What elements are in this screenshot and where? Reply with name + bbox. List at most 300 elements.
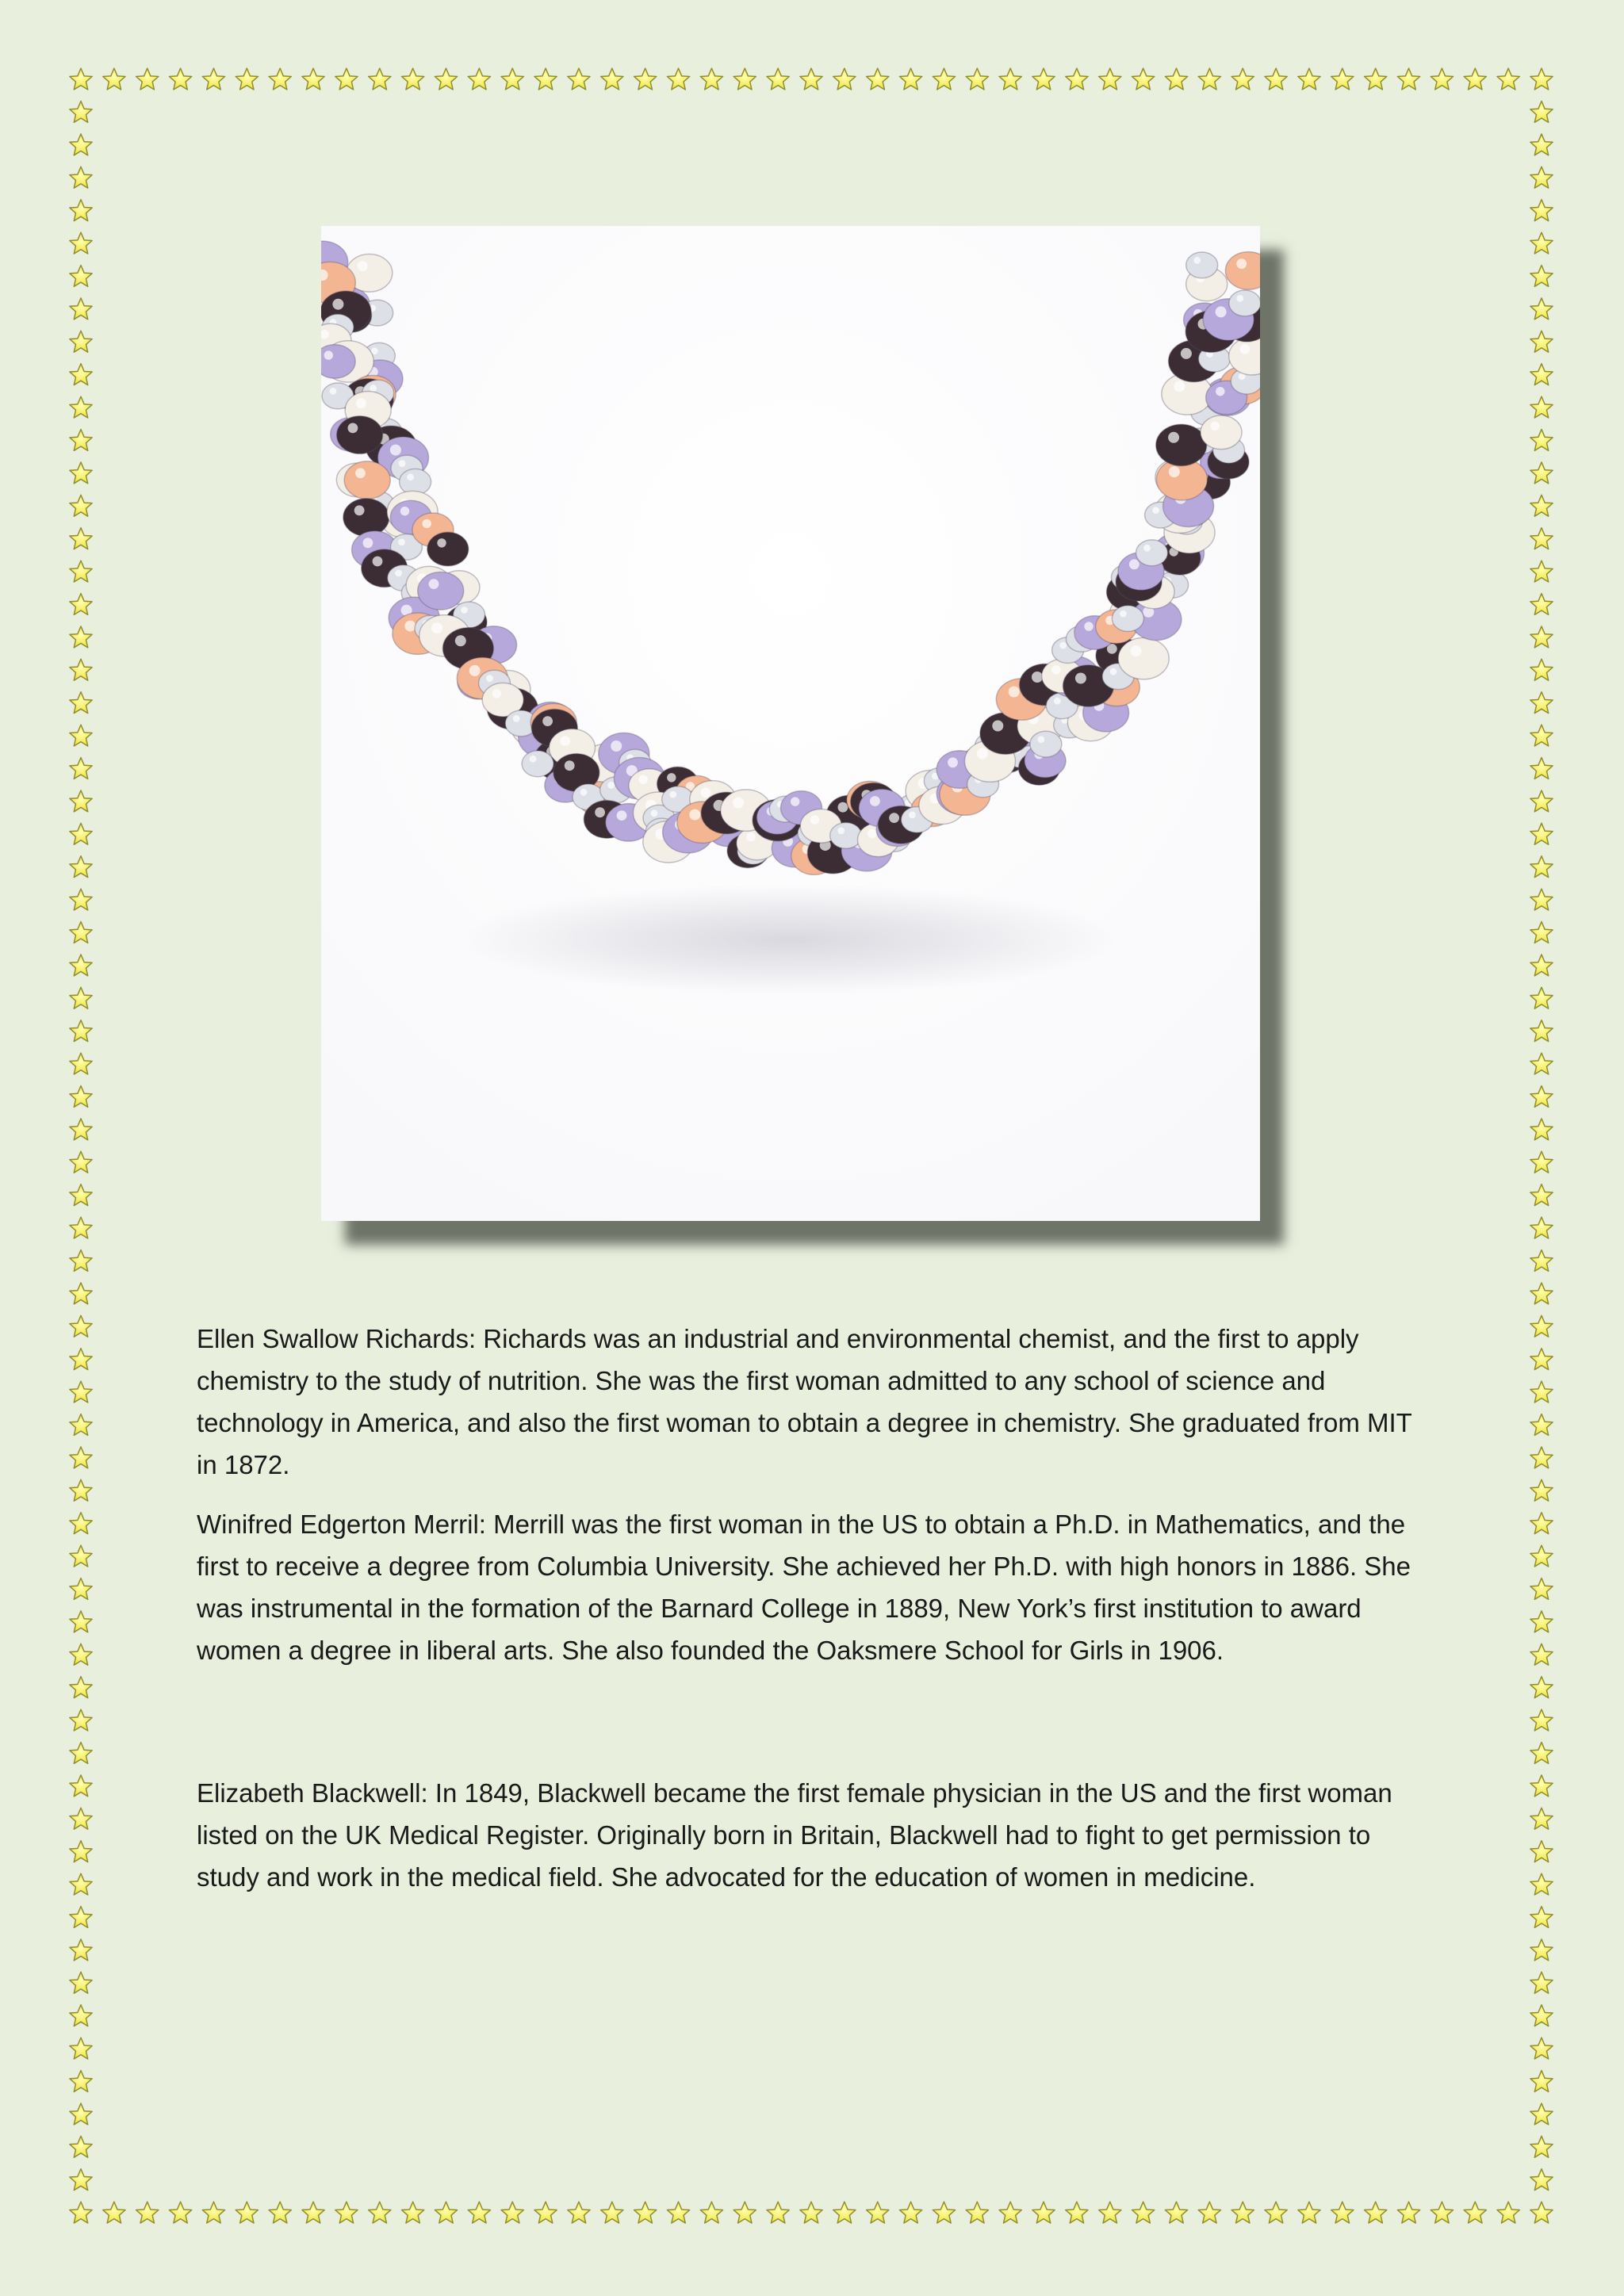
bead-highlight xyxy=(1168,432,1179,443)
bead-highlight xyxy=(370,385,377,392)
star-icon xyxy=(269,68,291,90)
bead-highlight xyxy=(595,807,605,817)
bead xyxy=(1118,637,1169,679)
bead-highlight xyxy=(1038,736,1045,743)
bead-highlight xyxy=(390,445,401,456)
bead-highlight xyxy=(1051,665,1060,674)
star-icon xyxy=(667,68,689,90)
star-icon xyxy=(833,68,856,90)
star-icon xyxy=(1530,1841,1553,1862)
bead-highlight xyxy=(542,716,553,726)
star-icon xyxy=(70,1479,92,1501)
star-icon xyxy=(1530,232,1553,254)
star-icon xyxy=(933,2202,955,2223)
star-icon xyxy=(70,1283,92,1304)
star-icon xyxy=(70,266,92,287)
star-icon xyxy=(1530,396,1553,418)
star-icon xyxy=(1365,2202,1387,2223)
bead xyxy=(1201,415,1242,450)
star-icon xyxy=(1066,68,1088,90)
bead xyxy=(344,461,390,499)
star-icon xyxy=(1530,1939,1553,1961)
star-icon xyxy=(1198,68,1220,90)
bead-highlight xyxy=(358,261,368,271)
star-icon xyxy=(1530,430,1553,451)
star-icon xyxy=(70,1873,92,1895)
star-icon xyxy=(1530,1315,1553,1337)
bead-highlight xyxy=(868,829,876,838)
bead xyxy=(427,532,469,566)
star-icon xyxy=(70,1939,92,1961)
bead-highlight xyxy=(398,539,405,546)
star-icon xyxy=(70,298,92,320)
bead-highlight xyxy=(400,507,409,515)
bead-highlight xyxy=(332,299,343,310)
star-icon xyxy=(369,68,391,90)
bead-highlight xyxy=(1129,559,1139,569)
star-icon xyxy=(1530,1775,1553,1797)
star-icon xyxy=(1530,2103,1553,2125)
star-icon xyxy=(70,1578,92,1600)
star-icon xyxy=(169,2202,191,2223)
bead-highlight xyxy=(399,460,406,467)
star-icon xyxy=(1530,1972,1553,1993)
star-icon xyxy=(1530,134,1553,155)
star-icon xyxy=(1530,1151,1553,1173)
star-icon xyxy=(236,2202,258,2223)
star-icon xyxy=(1265,2202,1287,2223)
star-icon xyxy=(1530,266,1553,287)
star-icon xyxy=(70,561,92,582)
star-icon xyxy=(103,68,125,90)
star-icon xyxy=(999,68,1021,90)
star-icon xyxy=(169,68,191,90)
bead xyxy=(1112,606,1143,632)
bead-highlight xyxy=(669,791,676,798)
bead-highlight xyxy=(363,538,373,548)
bead-highlight xyxy=(617,810,627,821)
bead-highlight xyxy=(870,796,880,806)
star-icon xyxy=(800,68,822,90)
star-icon xyxy=(1530,101,1553,123)
star-icon xyxy=(202,2202,224,2223)
star-icon xyxy=(568,68,590,90)
star-icon xyxy=(1530,1053,1553,1074)
star-icon xyxy=(70,1907,92,1928)
bead-highlight xyxy=(837,828,845,835)
bead-highlight xyxy=(977,748,988,760)
star-icon xyxy=(70,1644,92,1665)
star-icon xyxy=(70,1349,92,1370)
bead xyxy=(830,823,862,849)
star-icon xyxy=(70,1151,92,1173)
star-icon xyxy=(1530,298,1553,320)
star-icon xyxy=(70,856,92,878)
star-icon xyxy=(1165,2202,1187,2223)
star-icon xyxy=(1530,1447,1553,1468)
star-icon xyxy=(70,1677,92,1698)
star-icon xyxy=(103,2202,125,2223)
star-icon xyxy=(1032,68,1055,90)
star-icon xyxy=(1397,68,1419,90)
bead xyxy=(522,751,553,777)
bead-highlight xyxy=(404,621,416,632)
star-icon xyxy=(70,758,92,779)
star-icon xyxy=(70,2169,92,2191)
star-icon xyxy=(733,2202,756,2223)
bead-highlight xyxy=(948,757,958,767)
star-icon xyxy=(1530,659,1553,680)
star-icon xyxy=(70,430,92,451)
paragraph-elizabeth-blackwell: Elizabeth Blackwell: In 1849, Blackwell became the first female physician in the US and the first woman listed on the UK Medical Register. Originally born in Britain, Blackwell had to fight to get permission to study and work in the medical field. She advocated for the education of women in medicine. xyxy=(197,1778,1392,1892)
star-icon xyxy=(1198,2202,1220,2223)
star-icon xyxy=(70,364,92,385)
star-icon xyxy=(1530,1677,1553,1698)
star-icon xyxy=(70,462,92,484)
bead-highlight xyxy=(1211,422,1220,430)
star-icon xyxy=(534,68,557,90)
star-icon xyxy=(70,2038,92,2059)
bead-highlight xyxy=(810,815,819,824)
star-icon xyxy=(70,101,92,123)
bead-highlight xyxy=(889,813,899,823)
star-icon xyxy=(70,1020,92,1042)
star-icon xyxy=(1530,1873,1553,1895)
star-icon xyxy=(867,2202,889,2223)
star-icon xyxy=(70,2005,92,2026)
star-icon xyxy=(1530,364,1553,385)
bead-highlight xyxy=(356,398,366,408)
star-icon xyxy=(236,68,258,90)
star-icon xyxy=(70,2103,92,2125)
paragraph-ellen-swallow-richards: Ellen Swallow Richards: Richards was an industrial and environmental chemist, and the first to apply chemistry to the study of nutrition. She was the first woman admitted to any school of science and technology in America, and also the first woman to obtain a degree in chemistry. She graduated from MIT in 1872. xyxy=(197,1324,1412,1479)
star-icon xyxy=(70,1381,92,1402)
star-icon xyxy=(1530,922,1553,943)
star-icon xyxy=(1530,1217,1553,1238)
star-icon xyxy=(1530,1513,1553,1534)
bead-highlight xyxy=(431,622,442,633)
star-icon xyxy=(899,68,921,90)
bead-highlight xyxy=(701,787,711,798)
star-icon xyxy=(634,2202,657,2223)
star-icon xyxy=(1530,856,1553,878)
star-icon xyxy=(1231,2202,1254,2223)
star-icon xyxy=(1298,2202,1320,2223)
star-icon xyxy=(70,1841,92,1862)
bead-highlight xyxy=(638,775,647,784)
bead-highlight xyxy=(530,756,537,763)
bead-highlight xyxy=(1152,507,1159,514)
star-icon xyxy=(1530,1086,1553,1108)
star-icon xyxy=(601,2202,623,2223)
star-icon xyxy=(1530,331,1553,352)
star-icon xyxy=(1530,1349,1553,1370)
bead-highlight xyxy=(373,557,383,567)
star-icon xyxy=(1464,2202,1486,2223)
star-icon xyxy=(534,2202,557,2223)
bead-highlight xyxy=(324,350,333,359)
star-icon xyxy=(1530,68,1553,90)
bead-highlight xyxy=(611,740,622,752)
bead-highlight xyxy=(565,760,575,771)
star-icon xyxy=(70,1611,92,1632)
star-icon xyxy=(1530,462,1553,484)
star-icon xyxy=(1032,2202,1055,2223)
star-icon xyxy=(70,1250,92,1272)
bead-highlight xyxy=(1131,645,1142,656)
star-icon xyxy=(1397,2202,1419,2223)
star-icon xyxy=(1530,1479,1553,1501)
star-icon xyxy=(1431,68,1453,90)
star-icon xyxy=(1530,1020,1553,1042)
bead xyxy=(337,416,383,454)
star-icon xyxy=(1530,1644,1553,1665)
star-icon xyxy=(1530,823,1553,844)
bead-highlight xyxy=(1084,622,1093,630)
star-icon xyxy=(435,2202,457,2223)
star-icon xyxy=(1365,68,1387,90)
bead-highlight xyxy=(1120,610,1127,618)
star-icon xyxy=(70,823,92,844)
star-icon xyxy=(1530,1578,1553,1600)
bead-highlight xyxy=(354,505,365,515)
star-icon xyxy=(70,396,92,418)
star-icon xyxy=(1530,1414,1553,1436)
star-icon xyxy=(1497,2202,1519,2223)
bead-highlight xyxy=(607,782,615,789)
star-icon xyxy=(1530,889,1553,910)
star-icon xyxy=(1099,68,1121,90)
star-icon xyxy=(501,2202,523,2223)
star-icon xyxy=(70,1447,92,1468)
star-icon xyxy=(70,987,92,1008)
star-icon xyxy=(70,2136,92,2157)
star-icon xyxy=(70,134,92,155)
star-icon xyxy=(70,1086,92,1108)
bead-highlight xyxy=(1216,306,1227,317)
star-icon xyxy=(70,528,92,549)
star-icon xyxy=(1265,68,1287,90)
bead-highlight xyxy=(992,721,1003,732)
bead xyxy=(1229,290,1260,316)
star-icon xyxy=(1530,955,1553,976)
star-icon xyxy=(70,1545,92,1567)
star-icon xyxy=(700,2202,722,2223)
star-icon xyxy=(1530,1381,1553,1402)
bead-highlight xyxy=(1059,642,1067,649)
bead-highlight xyxy=(461,607,468,614)
star-icon xyxy=(468,2202,490,2223)
star-icon xyxy=(70,922,92,943)
bead xyxy=(1156,424,1207,465)
star-icon xyxy=(1530,2071,1553,2092)
bead-highlight xyxy=(1174,381,1185,392)
star-icon xyxy=(70,790,92,812)
star-icon xyxy=(70,200,92,221)
star-icon xyxy=(833,2202,856,2223)
star-icon xyxy=(70,1053,92,1074)
bead-highlight xyxy=(1054,698,1061,705)
bead xyxy=(343,499,389,537)
star-icon xyxy=(1530,1709,1553,1731)
star-icon xyxy=(70,1315,92,1337)
star-icon xyxy=(269,2202,291,2223)
star-icon xyxy=(1530,1907,1553,1928)
star-icon xyxy=(70,1743,92,1764)
star-icon xyxy=(1530,1808,1553,1829)
star-icon xyxy=(70,692,92,714)
bead xyxy=(1186,252,1218,278)
star-icon xyxy=(70,1513,92,1534)
star-icon xyxy=(1331,68,1354,90)
bead-highlight xyxy=(513,715,520,722)
star-icon xyxy=(335,68,358,90)
star-icon xyxy=(1530,692,1553,714)
star-icon xyxy=(1530,790,1553,812)
bead-highlight xyxy=(1075,673,1086,684)
necklace-image xyxy=(321,226,1260,1221)
bead xyxy=(321,345,355,379)
star-icon xyxy=(634,68,657,90)
star-icon xyxy=(468,68,490,90)
bead-highlight xyxy=(1236,258,1247,269)
star-icon xyxy=(1530,200,1553,221)
star-icon xyxy=(899,2202,921,2223)
bead-highlight xyxy=(330,388,337,395)
star-icon xyxy=(70,1709,92,1731)
star-icon xyxy=(70,594,92,615)
star-icon xyxy=(1530,1119,1553,1140)
star-icon xyxy=(867,68,889,90)
star-icon xyxy=(1530,2005,1553,2026)
bead-highlight xyxy=(651,809,658,817)
star-icon xyxy=(568,2202,590,2223)
bead-highlight xyxy=(486,675,493,682)
star-icon xyxy=(1530,725,1553,746)
star-icon xyxy=(1530,166,1553,188)
star-icon xyxy=(667,2202,689,2223)
star-icon xyxy=(70,725,92,746)
star-icon xyxy=(1530,987,1553,1008)
star-icon xyxy=(1530,594,1553,615)
star-icon xyxy=(1464,68,1486,90)
star-icon xyxy=(966,2202,988,2223)
bead-highlight xyxy=(746,832,755,841)
bead-highlight xyxy=(1169,466,1180,477)
star-icon xyxy=(1530,561,1553,582)
bead-highlight xyxy=(437,538,446,547)
star-icon xyxy=(70,68,92,90)
star-icon xyxy=(1530,626,1553,648)
bead-highlight xyxy=(1193,257,1201,264)
bead-highlight xyxy=(469,665,481,676)
bead-highlight xyxy=(733,798,744,809)
bead-highlight xyxy=(492,689,501,698)
bead xyxy=(1030,731,1062,757)
star-icon xyxy=(70,1119,92,1140)
star-icon xyxy=(302,68,324,90)
bead-highlight xyxy=(580,789,588,796)
bead-highlight xyxy=(1143,545,1151,552)
star-icon xyxy=(1530,1283,1553,1304)
star-icon xyxy=(70,331,92,352)
star-icon xyxy=(1530,1545,1553,1567)
star-icon xyxy=(1530,1611,1553,1632)
star-icon xyxy=(1530,2038,1553,2059)
bead-highlight xyxy=(1009,687,1020,698)
star-icon xyxy=(1530,528,1553,549)
star-icon xyxy=(1431,2202,1453,2223)
star-icon xyxy=(1530,2136,1553,2157)
star-icon xyxy=(1231,68,1254,90)
star-icon xyxy=(1530,2202,1553,2223)
star-icon xyxy=(1132,2202,1155,2223)
star-icon xyxy=(435,68,457,90)
star-icon xyxy=(1099,2202,1121,2223)
star-icon xyxy=(1530,758,1553,779)
star-icon xyxy=(767,2202,789,2223)
star-icon xyxy=(1497,68,1519,90)
star-icon xyxy=(369,2202,391,2223)
star-icon xyxy=(700,68,722,90)
bead xyxy=(418,572,464,610)
bead-highlight xyxy=(423,519,431,528)
star-icon xyxy=(70,1217,92,1238)
star-icon xyxy=(70,626,92,648)
star-icon xyxy=(70,2202,92,2223)
star-icon xyxy=(966,68,988,90)
star-icon xyxy=(70,1972,92,1993)
star-icon xyxy=(501,68,523,90)
star-icon xyxy=(733,68,756,90)
bead-highlight xyxy=(791,797,799,806)
bead-highlight xyxy=(909,812,916,819)
bead-highlight xyxy=(1216,387,1224,396)
paragraph-winifred-edgerton-merrill: Winifred Edgerton Merril: Merrill was the first woman in the US to obtain a Ph.D. in Mathematics, and the first to receive a degree from Columbia University. She achieved her Ph.D. with high honors in 1886. She was instrumental in the formation of the Barnard College in 1889, New York’s first institution to award women a degree in liberal arts. She also founded the Oaksmere School for Girls in 1906. xyxy=(197,1510,1411,1665)
bead-highlight xyxy=(1236,295,1243,302)
star-icon xyxy=(999,2202,1021,2223)
article-body xyxy=(197,1318,1434,1898)
star-icon xyxy=(70,232,92,254)
bead-highlight xyxy=(667,773,676,782)
bead-highlight xyxy=(689,809,700,821)
bead-highlight xyxy=(395,570,402,577)
star-icon xyxy=(70,495,92,516)
star-icon xyxy=(70,659,92,680)
star-icon xyxy=(70,166,92,188)
star-icon xyxy=(933,68,955,90)
star-icon xyxy=(335,2202,358,2223)
star-icon xyxy=(136,68,159,90)
bead-highlight xyxy=(355,468,366,478)
star-icon xyxy=(70,2071,92,2092)
star-icon xyxy=(70,1414,92,1436)
star-icon xyxy=(1530,495,1553,516)
star-icon xyxy=(70,889,92,910)
bead-highlight xyxy=(560,736,570,746)
star-icon xyxy=(1331,2202,1354,2223)
star-icon xyxy=(70,1184,92,1206)
star-icon xyxy=(1530,1184,1553,1206)
star-icon xyxy=(1132,68,1155,90)
star-icon xyxy=(136,2202,159,2223)
star-icon xyxy=(1530,2169,1553,2191)
bead-highlight xyxy=(348,423,358,434)
bead-highlight xyxy=(838,802,848,813)
star-icon xyxy=(402,2202,424,2223)
star-icon xyxy=(70,1808,92,1829)
bead-highlight xyxy=(1240,344,1251,354)
